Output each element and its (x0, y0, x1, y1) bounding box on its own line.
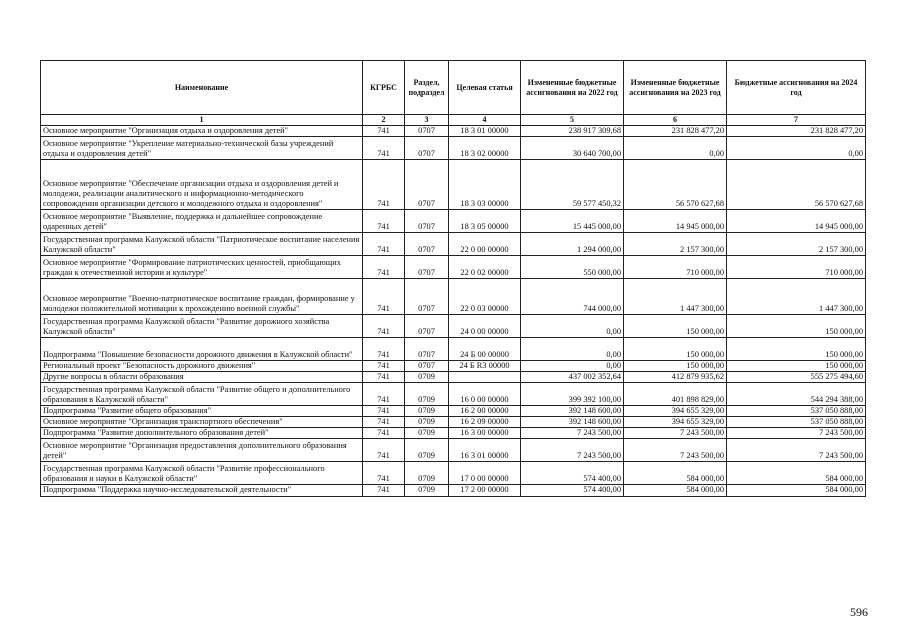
cell-section: 0707 (405, 361, 449, 372)
table-row (41, 485, 866, 496)
cell-kgrbs: 741 (363, 279, 405, 315)
cell-name: Основное мероприятие "Организация предоставления дополнительного образования детей" (41, 439, 363, 462)
cell-kgrbs: 741 (363, 372, 405, 383)
cell-section: 0707 (405, 126, 449, 137)
column-number: 1 (41, 115, 363, 126)
header-target: Целевая статья (449, 61, 521, 115)
cell-2023: 7 243 500,00 (624, 439, 727, 462)
cell-section: 0707 (405, 210, 449, 233)
table-row (41, 383, 866, 406)
table-row (41, 126, 866, 137)
cell-2023: 0,00 (624, 137, 727, 160)
cell-2023: 584 000,00 (624, 462, 727, 485)
cell-2024: 584 000,00 (727, 462, 866, 485)
table-row (41, 233, 866, 256)
budget-sheet (40, 60, 866, 497)
cell-2022: 0,00 (521, 338, 624, 361)
cell-kgrbs: 741 (363, 428, 405, 439)
cell-name: Основное мероприятие "Организация транспортного обеспечения" (41, 417, 363, 428)
cell-target: 18 3 02 00000 (449, 137, 521, 160)
table-body (41, 126, 866, 497)
cell-section: 0707 (405, 338, 449, 361)
table-row (41, 160, 866, 210)
cell-name: Другие вопросы в области образования (41, 372, 363, 383)
header-row (41, 61, 866, 115)
cell-2024: 7 243 500,00 (727, 428, 866, 439)
cell-target: 17 2 00 00000 (449, 485, 521, 496)
cell-name: Государственная программа Калужской области "Развитие профессионального образования и науки в Калужской области" (41, 462, 363, 485)
cell-target: 18 3 03 00000 (449, 160, 521, 210)
cell-section: 0707 (405, 233, 449, 256)
cell-target: 18 3 05 00000 (449, 210, 521, 233)
cell-2023: 150 000,00 (624, 338, 727, 361)
cell-2024: 150 000,00 (727, 361, 866, 372)
cell-2023: 231 828 477,20 (624, 126, 727, 137)
cell-section: 0709 (405, 406, 449, 417)
header-kgrbs: КГРБС (363, 61, 405, 115)
cell-kgrbs: 741 (363, 406, 405, 417)
cell-2023: 394 655 329,00 (624, 406, 727, 417)
cell-2023: 56 570 627,68 (624, 160, 727, 210)
cell-2022: 15 445 000,00 (521, 210, 624, 233)
cell-target: 16 3 01 00000 (449, 439, 521, 462)
cell-2024: 584 000,00 (727, 485, 866, 496)
cell-target (449, 372, 521, 383)
cell-2022: 30 640 700,00 (521, 137, 624, 160)
table-row (41, 439, 866, 462)
cell-2024: 2 157 300,00 (727, 233, 866, 256)
table-row (41, 428, 866, 439)
cell-2022: 399 392 100,00 (521, 383, 624, 406)
cell-name: Основное мероприятие "Организация отдыха и оздоровления детей" (41, 126, 363, 137)
cell-target: 18 3 01 00000 (449, 126, 521, 137)
cell-2022: 744 000,00 (521, 279, 624, 315)
cell-kgrbs: 741 (363, 439, 405, 462)
cell-kgrbs: 741 (363, 383, 405, 406)
cell-section: 0707 (405, 160, 449, 210)
cell-section: 0709 (405, 462, 449, 485)
table-row (41, 361, 866, 372)
cell-2022: 59 577 450,32 (521, 160, 624, 210)
cell-2023: 7 243 500,00 (624, 428, 727, 439)
table-row (41, 137, 866, 160)
cell-target: 16 2 09 00000 (449, 417, 521, 428)
cell-name: Подпрограмма "Поддержка научно-исследовательской деятельности" (41, 485, 363, 496)
table-row (41, 256, 866, 279)
cell-target: 16 2 00 00000 (449, 406, 521, 417)
cell-2024: 14 945 000,00 (727, 210, 866, 233)
cell-kgrbs: 741 (363, 361, 405, 372)
cell-name: Подпрограмма "Развитие дополнительного образования детей" (41, 428, 363, 439)
cell-name: Основное мероприятие "Военно-патриотическое воспитание граждан, формирование у молодежи положительной мотивации к прохождению военной службы" (41, 279, 363, 315)
cell-2023: 412 879 935,62 (624, 372, 727, 383)
cell-2022: 574 400,00 (521, 485, 624, 496)
cell-2024: 0,00 (727, 137, 866, 160)
cell-target: 16 3 00 00000 (449, 428, 521, 439)
cell-name: Подпрограмма "Развитие общего образования" (41, 406, 363, 417)
cell-name: Государственная программа Калужской области "Патриотическое воспитание населения Калужской области" (41, 233, 363, 256)
table-row (41, 406, 866, 417)
table-row (41, 372, 866, 383)
cell-name: Подпрограмма "Повышение безопасности дорожного движения в Калужской области" (41, 338, 363, 361)
cell-2023: 394 655 329,00 (624, 417, 727, 428)
cell-target: 24 Б R3 00000 (449, 361, 521, 372)
cell-kgrbs: 741 (363, 160, 405, 210)
cell-2022: 7 243 500,00 (521, 439, 624, 462)
cell-2024: 56 570 627,68 (727, 160, 866, 210)
cell-kgrbs: 741 (363, 137, 405, 160)
cell-kgrbs: 741 (363, 485, 405, 496)
column-number: 3 (405, 115, 449, 126)
cell-kgrbs: 741 (363, 256, 405, 279)
cell-name: Региональный проект "Безопасность дорожного движения" (41, 361, 363, 372)
cell-2024: 555 275 494,60 (727, 372, 866, 383)
page-number: 596 (850, 605, 868, 619)
cell-name: Основное мероприятие "Выявление, поддержка и дальнейшее сопровождение одаренных детей" (41, 210, 363, 233)
cell-section: 0707 (405, 137, 449, 160)
cell-2022: 1 294 000,00 (521, 233, 624, 256)
cell-2023: 1 447 300,00 (624, 279, 727, 315)
cell-target: 24 0 00 00000 (449, 315, 521, 338)
cell-target: 24 Б 00 00000 (449, 338, 521, 361)
cell-2023: 401 898 829,00 (624, 383, 727, 406)
header-name: Наименование (41, 61, 363, 115)
cell-kgrbs: 741 (363, 462, 405, 485)
cell-2024: 544 294 388,00 (727, 383, 866, 406)
cell-section: 0707 (405, 256, 449, 279)
cell-target: 22 0 02 00000 (449, 256, 521, 279)
table-row (41, 210, 866, 233)
cell-2024: 231 828 477,20 (727, 126, 866, 137)
cell-2023: 2 157 300,00 (624, 233, 727, 256)
cell-name: Государственная программа Калужской области "Развитие дорожного хозяйства Калужской области" (41, 315, 363, 338)
cell-kgrbs: 741 (363, 338, 405, 361)
cell-target: 17 0 00 00000 (449, 462, 521, 485)
cell-2023: 584 000,00 (624, 485, 727, 496)
cell-2023: 150 000,00 (624, 361, 727, 372)
cell-2024: 150 000,00 (727, 338, 866, 361)
header-2022: Измененные бюджетные ассигнования на 2022 год (521, 61, 624, 115)
cell-section: 0709 (405, 439, 449, 462)
column-number: 2 (363, 115, 405, 126)
table-row (41, 315, 866, 338)
cell-name: Основное мероприятие "Обеспечение организации отдыха и оздоровления детей и молодежи, реализации аналитического и информационно-методического сопровождения организации детского и молодежного отдыха и оздоровления" (41, 160, 363, 210)
cell-section: 0709 (405, 417, 449, 428)
cell-2022: 7 243 500,00 (521, 428, 624, 439)
cell-section: 0709 (405, 383, 449, 406)
header-2024: Бюджетные ассигнования на 2024 год (727, 61, 866, 115)
cell-section: 0709 (405, 428, 449, 439)
cell-2024: 7 243 500,00 (727, 439, 866, 462)
cell-2024: 150 000,00 (727, 315, 866, 338)
cell-2022: 574 400,00 (521, 462, 624, 485)
table-row (41, 279, 866, 315)
cell-target: 22 0 00 00000 (449, 233, 521, 256)
cell-name: Основное мероприятие "Формирование патриотических ценностей, приобщающих граждан к отечественной истории и культуре" (41, 256, 363, 279)
cell-2024: 710 000,00 (727, 256, 866, 279)
header-2023: Измененные бюджетные ассигнования на 2023 год (624, 61, 727, 115)
cell-2022: 0,00 (521, 315, 624, 338)
column-number: 4 (449, 115, 521, 126)
cell-2023: 710 000,00 (624, 256, 727, 279)
column-number-row (41, 115, 866, 126)
cell-2022: 0,00 (521, 361, 624, 372)
table-row (41, 417, 866, 428)
cell-section: 0709 (405, 485, 449, 496)
cell-2022: 238 917 309,68 (521, 126, 624, 137)
cell-2022: 550 000,00 (521, 256, 624, 279)
cell-kgrbs: 741 (363, 315, 405, 338)
cell-2022: 392 148 600,00 (521, 406, 624, 417)
cell-2022: 437 002 352,64 (521, 372, 624, 383)
column-number: 7 (727, 115, 866, 126)
cell-section: 0707 (405, 279, 449, 315)
cell-target: 16 0 00 00000 (449, 383, 521, 406)
cell-kgrbs: 741 (363, 126, 405, 137)
cell-kgrbs: 741 (363, 233, 405, 256)
table-row (41, 462, 866, 485)
header-section: Раздел, подраздел (405, 61, 449, 115)
cell-section: 0707 (405, 315, 449, 338)
cell-2024: 1 447 300,00 (727, 279, 866, 315)
cell-name: Основное мероприятие "Укрепление материально-технической базы учреждений отдыха и оздоровления детей" (41, 137, 363, 160)
cell-2022: 392 148 600,00 (521, 417, 624, 428)
cell-2023: 14 945 000,00 (624, 210, 727, 233)
column-number: 6 (624, 115, 727, 126)
cell-2024: 537 050 888,00 (727, 417, 866, 428)
cell-name: Государственная программа Калужской области "Развитие общего и дополнительного образования в Калужской области" (41, 383, 363, 406)
column-number: 5 (521, 115, 624, 126)
budget-table (40, 60, 866, 497)
cell-target: 22 0 03 00000 (449, 279, 521, 315)
cell-section: 0709 (405, 372, 449, 383)
cell-kgrbs: 741 (363, 417, 405, 428)
table-row (41, 338, 866, 361)
cell-2023: 150 000,00 (624, 315, 727, 338)
cell-2024: 537 050 888,00 (727, 406, 866, 417)
cell-kgrbs: 741 (363, 210, 405, 233)
